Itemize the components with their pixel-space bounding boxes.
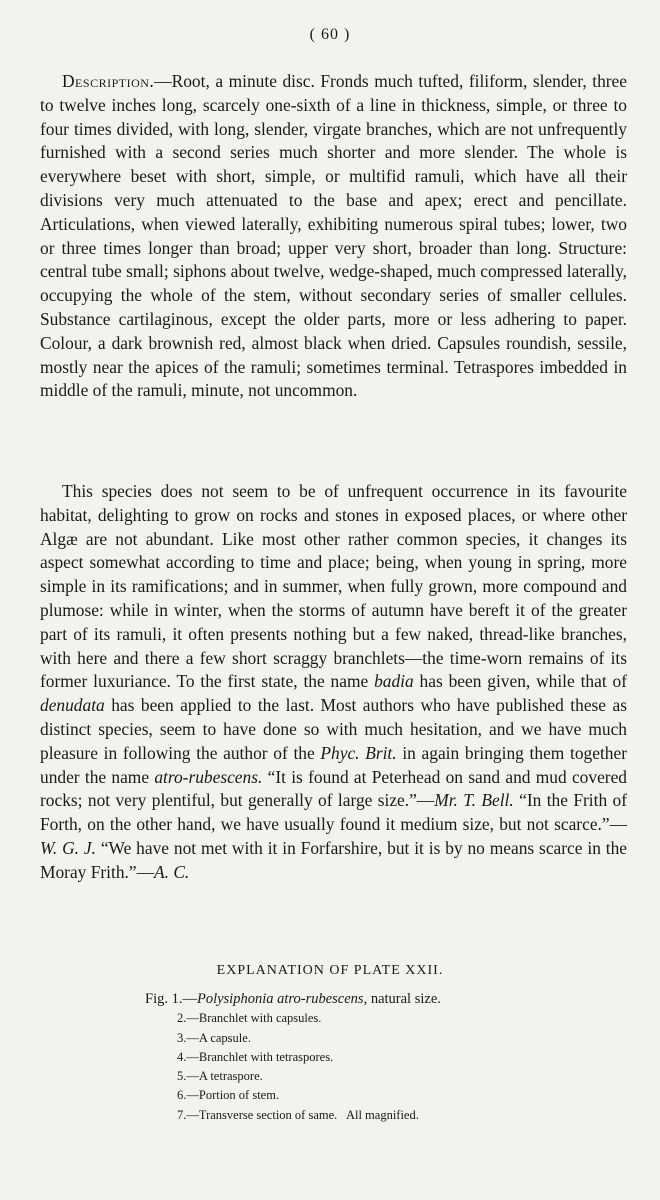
figure-caption: natural size. xyxy=(367,991,441,1007)
body-italic: A. C. xyxy=(154,861,190,882)
body-text: has been given, while that of xyxy=(413,671,628,692)
figure-item: 5.—A tetraspore. xyxy=(177,1069,263,1084)
body-text: in again bringing them together under the name xyxy=(40,742,627,787)
page-number: ( 60 ) xyxy=(309,26,351,43)
body-italic: Phyc. Brit. xyxy=(320,742,397,763)
figure-item: 4.—Branchlet with tetraspores. xyxy=(177,1049,334,1064)
plate-explanation-title: EXPLANATION OF PLATE XXII. xyxy=(216,963,444,978)
body-italic: W. G. J. xyxy=(40,837,96,858)
body-italic: Mr. T. Bell. xyxy=(434,790,514,811)
description-paragraph xyxy=(40,70,627,403)
figure-item: 6.—Portion of stem. xyxy=(177,1088,280,1103)
figure-item: 7.—Transverse section of same. All magnified. xyxy=(177,1107,419,1122)
figure-prefix: Fig. 1.— xyxy=(145,991,197,1007)
body-italic: atro-rubescens. xyxy=(154,766,263,787)
figure-item xyxy=(145,990,565,1009)
body-italic: denudata xyxy=(40,695,105,716)
figure-species-name: Polysiphonia atro-rubescens, xyxy=(196,991,368,1007)
description-text: —Root, a minute disc. Fronds much tufted, filiform, slender, three to twelve inches long, scarcely one-sixth of a line in thickness, simple, or three to four times divided, with long, slender, virgate branches, which are not unfrequently furnished with a second series much shorter and more slender. The whole is everywhere beset with short, simple, or multifid ramuli, which have all their divisions very much attenuated to the base and apex; erect and pencillate. Articulations, when viewed laterally, exhibiting numerous spiral tubes; lower, two or three times longer than broad; upper very short, broader than long. Structure: central tube small; siphons about twelve, wedge-shaped, much compressed laterally, occupying the whole of the stem, without secondary series of smaller cellules. Substance cartilaginous, except the older parts, more or less adhering to paper. Colour, a dark brownish red, almost black when dried. Capsules roundish, sessile, mostly near the apices of the ramuli; sometimes terminal. Tetraspores imbedded in middle of the ramuli, minute, not uncommon. xyxy=(40,71,627,401)
body-text: has been applied to the last. Most authors who have published these as distinct species, seem to have done so with much hesitation, and we have much pleasure in following the author of the xyxy=(40,695,627,763)
body-text: “In the Frith of Forth, on the other hand, we have usually found it medium size, but not scarce.”— xyxy=(40,790,628,835)
body-text: “It is found at Peterhead on sand and mud covered rocks; not very plentiful, but generally of large size.”— xyxy=(40,766,627,811)
figure-item: 3.—A capsule. xyxy=(177,1030,251,1045)
body-paragraph xyxy=(40,480,627,885)
description-heading: Description. xyxy=(62,71,155,91)
body-text: “We have not met with it in Forfarshire, but it is by no means scarce in the Moray Frith.”— xyxy=(40,837,628,882)
figure-item: 2.—Branchlet with capsules. xyxy=(177,1011,322,1026)
body-italic: badia xyxy=(374,671,414,692)
body-text: This species does not seem to be of unfrequent occurrence in its favourite habitat, delighting to grow on rocks and stones in exposed places, or where other Algæ are not abundant. Like most other rather common species, it changes its aspect somewhat according to time and place; being, when young in spring, more simple in its ramifications; and in summer, when fully grown, more compound and plumose: while in winter, when the storms of autumn have bereft it of the greater part of its ramuli, it often presents nothing but a few naked, thread-like branches, with here and there a few short scraggy branchlets—the time-worn remains of its former luxuriance. To the first state, the name xyxy=(40,481,627,692)
figure-list xyxy=(145,990,565,1125)
